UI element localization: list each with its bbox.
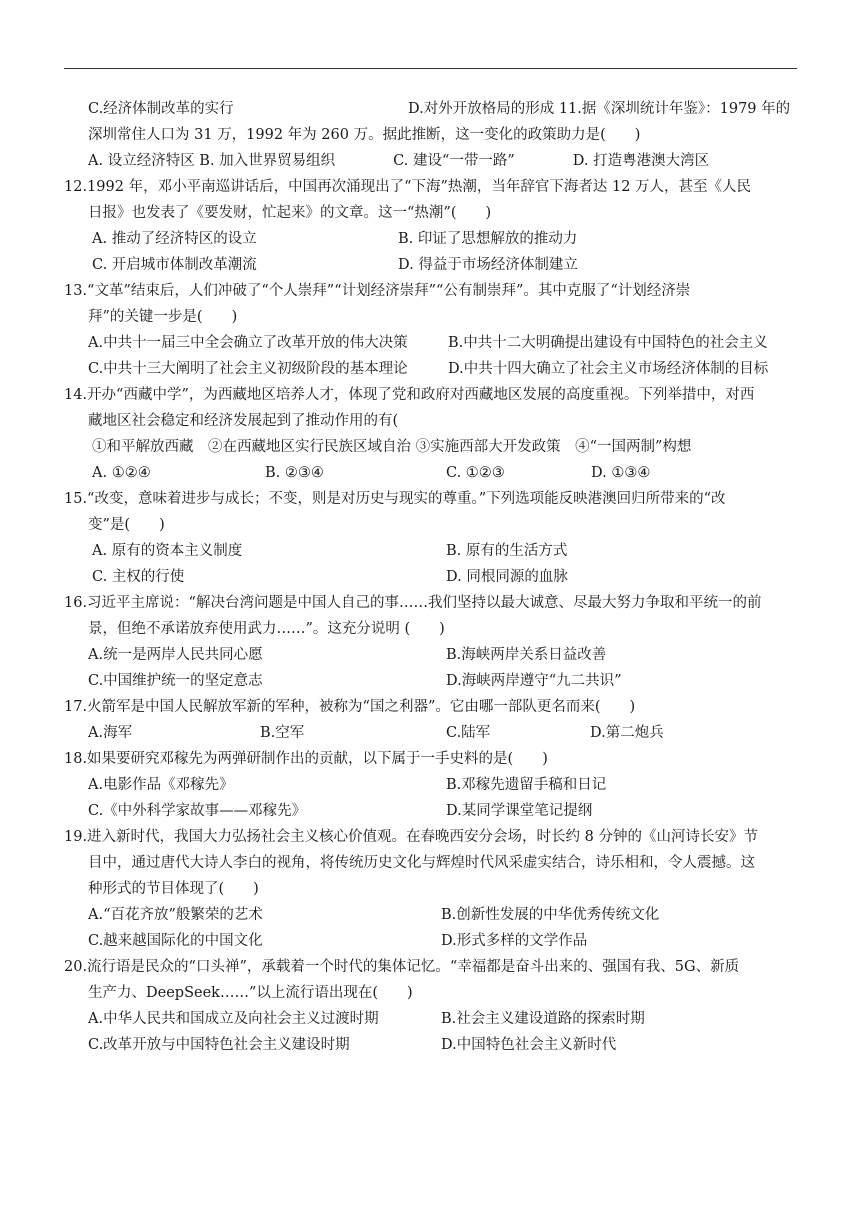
option-d: D. ①③④	[591, 465, 651, 481]
question-stem: 种形式的节目体现了( )	[88, 881, 259, 897]
option-a: A. ①②④	[92, 465, 151, 481]
option-b: B.空军	[260, 725, 305, 741]
question-stem: 变”是( )	[88, 517, 165, 533]
question-stem: 20.流行语是民众的“口头禅”，承载着一个时代的集体记忆。“幸福都是奋斗出来的、强国有我、5G、新质	[64, 959, 740, 975]
option-d: D.中国特色社会主义新时代	[441, 1037, 617, 1053]
option-c: C.中共十三大阐明了社会主义初级阶段的基本理论	[88, 361, 408, 377]
statement-list: ①和平解放西藏 ②在西藏地区实行民族区域自治 ③实施西部大开发政策 ④“一国两制”构想	[92, 439, 692, 455]
option-a: A.统一是两岸人民共同心愿	[88, 647, 263, 663]
option-a: A. 原有的资本主义制度	[92, 543, 243, 559]
question-15	[64, 486, 802, 590]
option-b: B.海峡两岸关系日益改善	[446, 647, 607, 663]
option-c: C. 开启城市体制改革潮流	[92, 257, 257, 273]
option-a: A.电影作品《邓稼先》	[88, 777, 234, 793]
question-stem: 12.1992 年，邓小平南巡讲话后，中国再次涌现出了“下海”热潮，当年辞官下海者达 12 万人，甚至《人民	[64, 179, 752, 195]
header-rule	[64, 68, 797, 69]
question-stem: 藏地区社会稳定和经济发展起到了推动作用的有(	[88, 413, 399, 429]
option-c: C.中国维护统一的坚定意志	[88, 673, 263, 689]
option-b: B.邓稼先遗留手稿和日记	[446, 777, 607, 793]
question-13	[64, 278, 802, 382]
question-stem: 目中，通过唐代大诗人李白的视角，将传统历史文化与辉煌时代风采虚实结合，诗乐相和，令人震撼。这	[88, 855, 755, 871]
option-b: B.中共十二大明确提出建设有中国特色的社会主义	[448, 335, 768, 351]
option-c: C.《中外科学家故事——邓稼先》	[88, 803, 307, 819]
question-stem: 15.“改变，意味着进步与成长；不变，则是对历史与现实的尊重。”下列选项能反映港澳回归所带来的“改	[64, 491, 726, 507]
question-stem: 日报》也发表了《要发财，忙起来》的文章。这一“热潮”( )	[88, 205, 492, 221]
question-stem: 生产力、DeepSeek……”以上流行语出现在( )	[88, 985, 413, 1001]
option-b: B. ②③④	[265, 465, 324, 481]
option-b: B. 原有的生活方式	[446, 543, 568, 559]
question-stem: 19.进入新时代，我国大力弘扬社会主义核心价值观。在春晚西安分会场，时长约 8 分钟的《山河诗长安》节	[64, 829, 758, 845]
option-b: B. 印证了思想解放的推动力	[398, 231, 578, 247]
option-d: D. 得益于市场经济体制建立	[398, 257, 578, 273]
option-a: A. 推动了经济特区的设立	[92, 231, 257, 247]
option-c: C.改革开放与中国特色社会主义建设时期	[88, 1037, 350, 1053]
option-d: D.对外开放格局的形成 11.据《深圳统计年鉴》：1979 年的	[408, 101, 791, 117]
exam-content	[64, 96, 802, 1058]
option-d: D.某同学课堂笔记提纲	[446, 803, 593, 819]
question-stem: 16.习近平主席说：“解决台湾问题是中国人自己的事……我们坚持以最大诚意、尽最大努力争取和平统一的前	[64, 595, 762, 611]
question-stem: 17.火箭军是中国人民解放军新的军种，被称为“国之利器”。它由哪一部队更名而来( )	[64, 699, 636, 715]
question-20	[64, 954, 802, 1058]
question-stem: 14.开办“西藏中学”，为西藏地区培养人才，体现了党和政府对西藏地区发展的高度重视。下列举措中，对西	[64, 387, 755, 403]
question-16	[64, 590, 802, 694]
question-17	[64, 694, 802, 746]
q11-options: A. 设立经济特区 B. 加入世界贸易组织 C. 建设“一带一路” D. 打造粤港澳大湾区	[88, 153, 710, 169]
option-c: C. ①②③	[446, 465, 505, 481]
option-c: C.经济体制改革的实行	[88, 101, 234, 117]
q10-tail-line	[64, 96, 802, 122]
option-a: A.海军	[88, 725, 133, 741]
option-b: B.社会主义建设道路的探索时期	[441, 1011, 645, 1027]
option-d: D. 同根同源的血脉	[446, 569, 568, 585]
option-c: C. 主权的行使	[92, 569, 185, 585]
option-a: A.中共十一届三中全会确立了改革开放的伟大决策	[88, 335, 408, 351]
question-19	[64, 824, 802, 954]
option-c: C.越来越国际化的中国文化	[88, 933, 263, 949]
option-a: A.“百花齐放”般繁荣的艺术	[88, 907, 263, 923]
option-d: D.形式多样的文学作品	[441, 933, 588, 949]
question-stem: 拜”的关键一步是( )	[88, 309, 238, 325]
option-a: A.中华人民共和国成立及向社会主义过渡时期	[88, 1011, 379, 1027]
option-c: C.陆军	[446, 725, 491, 741]
question-12	[64, 174, 802, 278]
question-18	[64, 746, 802, 824]
q11-stem: 深圳常住人口为 31 万，1992 年为 260 万。据此推断，这一变化的政策助力是( )	[88, 127, 641, 143]
question-stem: 13.“文革”结束后，人们冲破了“个人崇拜”“计划经济崇拜”“公有制崇拜”。其中克服了“计划经济崇	[64, 283, 691, 299]
question-stem: 18.如果要研究邓稼先为两弹研制作出的贡献，以下属于一手史料的是( )	[64, 751, 548, 767]
option-d: D.中共十四大确立了社会主义市场经济体制的目标	[448, 361, 769, 377]
option-d: D.海峡两岸遵守“九二共识”	[446, 673, 622, 689]
question-stem: 景，但绝不承诺放弃使用武力……”。这充分说明 ( )	[88, 621, 445, 637]
option-d: D.第二炮兵	[590, 725, 664, 741]
option-b: B.创新性发展的中华优秀传统文化	[441, 907, 660, 923]
question-14	[64, 382, 802, 486]
